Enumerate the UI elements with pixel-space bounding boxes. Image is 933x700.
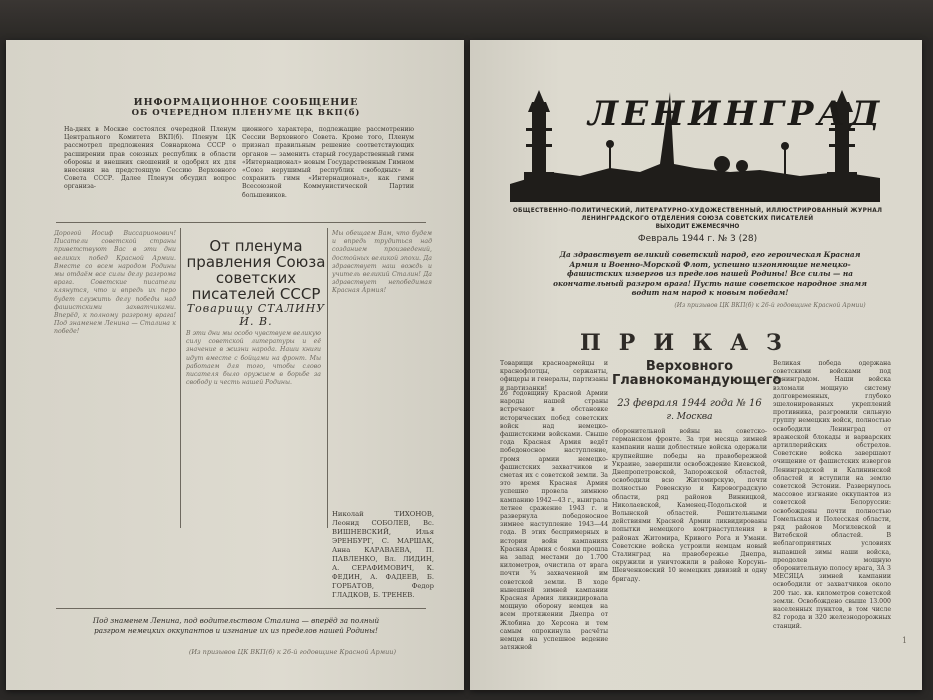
masthead-illustration [510,72,880,202]
right-page [470,40,922,690]
order-commander: Верховного Главнокомандующего [612,359,782,388]
journal-frequency: ВЫХОДИТ ЕЖЕМЕСЯЧНО [655,224,740,230]
info-text-col2: ционного характера, подлежащие рассмотрению Сессии Верховного Совета. Кроме того, Пленум признал правильным решение соответствующих органов — заменить старый государственный гимн «Интернационал» новым Государственным Гимном «Союз нерушимый республик свободных» и сохранить гимн «Интернационал», как гимн Всесоюзной Коммунистической Партии большевиков. [242,126,414,199]
journal-descriptor: ОБЩЕСТВЕННО-ПОЛИТИЧЕСКИЙ, ЛИТЕРАТУРНО-ХУДОЖЕСТВЕННЫЙ, ИЛЛЮСТРИРОВАННЫЙ ЖУРНАЛ ЛЕНИНГРАДСКОГО ОТДЕЛЕНИЯ СОЮЗА СОВЕТСКИХ ПИСАТЕЛЕЙ [512,208,883,222]
front-slogan: Да здравствует великий советский народ, его героическая Красная Армия и Военно-Морской Флот, успешно изгоняющие немецко-фашистских извергов из пределов нашей Родины! Все силы — на окончательный разгром врага! Пусть наше советское народное знамя водит нам народ к новым победам! [553,250,867,297]
plenum-addressee: Товарищу СТАЛИНУ И. В. [186,302,326,328]
column-divider-1 [180,228,181,528]
order-intro: Товарищи красноармейцы и краснофлотцы, сержанты, офицеры и генералы, партизаны и партизанки! [500,360,608,392]
letter-text-col1: Дорогой Иосиф Виссарионович! Писатели советской страны приветствуют Вас в эти дни великих побед Красной Армии. Вместе со всем народом Родины мы отдаём все силы делу разгрома врага. Советские писатели клянутся, что и впредь их перо будет служить делу победы над фашистскими захватчиками. Вперёд, к полному разгрому врага! Под знаменем Ленина — Сталина к победе! [54,230,176,336]
footer-source: (Из призывов ЦК ВКП(б) к 26-й годовщине Красной Армии) [188,648,396,656]
order-date: 23 февраля 1944 года № 16 [617,398,762,409]
info-text-col1: На-днях в Москве состоялся очередной Пленум Центрального Комитета ВКП(б). Пленум ЦК рассмотрел предложения Совнаркома СССР о расширении прав союзных республик в области обороны и внешних сношений и одобрил их для внесения на предстоящую Сессию Верховного Совета СССР. Далее Пленум обсудил вопрос организа- [64,126,236,191]
left-page [6,40,464,690]
masthead-title: ЛЕНИНГРАД [588,94,884,134]
page-number: 1 [902,636,908,645]
plenum-title: От пленума правления Союза советских писателей СССР [186,237,326,303]
order-text-col1: 26 годовщину Красной Армии народы нашей страны встречают в обстановке исторических побед советских войск над немецко-фашистскими войсками. Свыше года Красная Армия ведёт победоносное наступление, громя армии немецко-фашистских захватчиков и сметая их с советской земли. За это время Красная Армия успешно провела зимнюю кампанию 1942—43 г., выиграла летнее сражение 1943 г. и развернула победоносное зимнее наступление 1943—44 года. В этих беспримерных в истории войн кампаниях Красная Армия с боями прошла на запад местами до 1.700 километров, очистила от врага почти ¾ захваченной им советской земли. В ходе нынешней зимней кампании Красная Армия ликвидировала мощную оборону немцев на всем протяжении Днепра от Жлобина до Херсона и тем самым опрокинула расчёты немцев на успешное ведение затяжной [500,390,608,652]
footer-slogan: Под знаменем Ленина, под водительством Сталина — вперёд за полный разгром немецких оккупантов и изгнание их из пределов нашей Родины! [92,616,380,635]
letter-text-col2: В эти дни мы особо чувствуем великую силу советской литературы и её значение в жизни народа. Наши книги идут вместе с бойцами на фронт. Мы работаем для того, чтобы слово писателя было оружием в борьбе за свободу и честь нашей Родины. [186,330,321,387]
info-heading-line-1: ИНФОРМАЦИОННОЕ СООБЩЕНИЕ [133,97,359,108]
order-city: г. Москва [666,412,713,422]
divider-bottom [56,608,426,609]
desk-background [0,0,933,38]
divider-top [56,222,426,223]
info-heading [116,97,376,118]
info-heading-line-2: ОБ ОЧЕРЕДНОМ ПЛЕНУМЕ ЦК ВКП(б) [131,108,361,118]
front-slogan-source: (Из призывов ЦК ВКП(б) к 26-й годовщине Красной Армии) [674,302,866,309]
column-divider-2 [327,228,328,528]
issue-info: Февраль 1944 г. № 3 (28) [637,234,758,244]
writers-signatures: Николай ТИХОНОВ, Леонид СОБОЛЕВ, Вс. ВИШНЕВСКИЙ, Илья ЭРЕНБУРГ, С. МАРШАК, Анна КАРАВАЕВА, П. ПАВЛЕНКО, Вл. ЛИДИН, А. СЕРАФИМОВИЧ, К. ФЕДИН, А. ФАДЕЕВ, Б. ГОРБАТОВ, Федор ГЛАДКОВ, Б. ТРЕНЕВ. [332,510,434,599]
order-title: ПРИКАЗ [580,330,800,356]
order-text-col2: оборонительной войны на советско-германском фронте. За три месяца зимней кампании наши доблестные войска одержали крупнейшие победы на правобережной Украине, завершили освобождение Киевской, Днепропетровской, Запорожской областей, освободили всю Житомирскую, почти полностью Ровенскую и Кировоградскую области, ряд районов Винницкой, Николаевской, Каменец-Подольской и Волынской областей. Решительными действиями Красной Армии ликвидированы попытки немецкого контрнаступления в районах Житомира, Кривого Рога и Умани. Советские войска устроили немцам новый Сталинград на правобережье Днепра, окружили и уничтожили в районе Корсунь-Шевченковский 10 немецких дивизий и одну бригаду. [612,428,767,583]
order-text-col3: Великая победа одержана советскими войсками под Ленинградом. Наши войска взломали мощную систему долговременных, глубоко эшелонированных укреплений противника, разгромили сильную группу немецких войск, полностью освободили Ленинград от вражеской блокады и варварских артиллерийских обстрелов. Советские войска завершают очищение от фашистских извергов Ленинградской и Калининской областей и вступили на землю советской Эстонии. Развернулось массовое изгнание оккупантов из советской Белоруссии: освобождены почти полностью Гомельская и Полесская области, ряд районов Могилевской и Витебской областей. В неблагоприятных условиях выпавшей зимы наши войска, преодолев мощную оборонительную полосу врага, ЗА 3 МЕСЯЦА зимней кампании освободили от захватчиков около 200 тыс. кв. километров советской земли. Освобождено свыше 13.000 населенных пунктов, в том числе 82 города и 320 железнодорожных станций. [773,360,891,630]
letter-text-col3: Мы обещаем Вам, что будем и впредь трудиться над созданием произведений, достойных великой эпохи. Да здравствует наш вождь и учитель великий Сталин! Да здравствует непобедимая Красная Армия! [332,230,432,295]
